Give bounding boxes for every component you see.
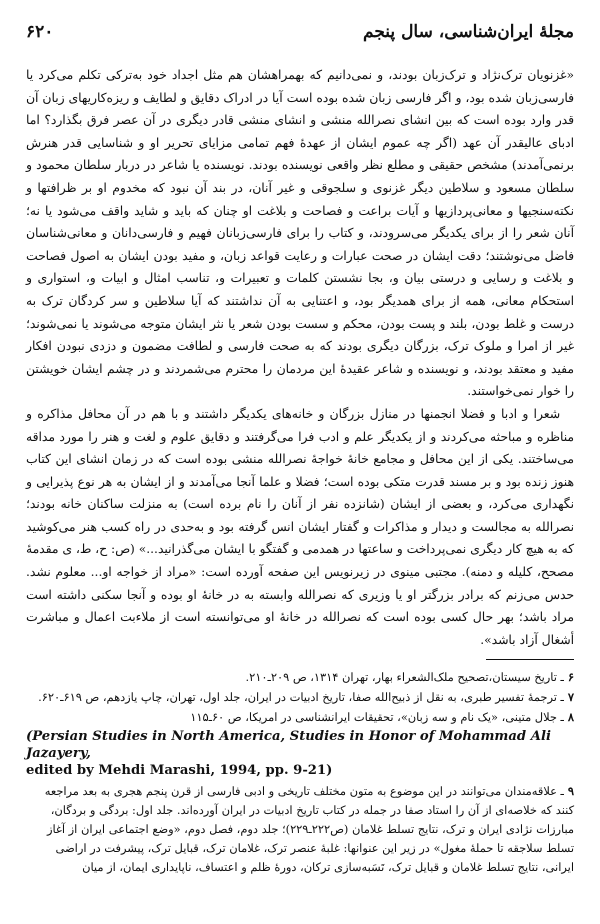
- footnote-number: ۸: [567, 710, 574, 725]
- journal-title: مجلهٔ ایران‌شناسی، سال پنجم: [363, 22, 574, 42]
- footnote-text: ـ تاریخ سیستان،تصحیح ملک‌الشعراء بهار، تهران ۱۳۱۴، ص ۲۰۹ـ۲۱۰.: [245, 670, 564, 685]
- footnote-text: ـ جلال متینی، «یک نام و سه زبان»، تحقیقات ایرانشناسی در امریکا، ص ۶۰ـ۱۱۵: [190, 710, 564, 725]
- english-reference-title: (Persian Studies in North America, Studies in Honor of Mohammad Ali Jazayery,: [26, 729, 551, 762]
- footnote: [26, 668, 574, 687]
- footnote: [26, 782, 574, 877]
- footnote-text: ـ ترجمهٔ تفسیر طبری، به نقل از ذبیح‌الله صفا، تاریخ ادبیات در ایران، جلد اول، تهران، چاپ یازدهم، ص ۶۱۹ـ۶۲۰.: [38, 690, 564, 705]
- paragraph-quote: «غزنویان ترک‌نژاد و ترک‌زبان بودند، و نمی‌دانیم که بهمراهشان هم مثل اجداد خود به‌ترکی تکلم می‌کرد یا فارسی‌زبان شده بود، و اگر فارسی زبان شده بوده است آیا در ادراک دقایق و لطایف و ریزه‌کاریهای زبان آن قدر وارد بوده است که بین انشای نصرالله منشی و انشای منشی قادر دیگری در آن عصر فرق بگذارد؟ اما ادبای عالیقدر آن عهد (اگر چه عموم ایشان از عهدهٔ فهم تمامی مزایای تحریر او و شناسایی قدر هنرش برنمی‌آمدند) مشخص حقیقی و مطلع نظر واقعی نویسنده بودند. نویسنده یا شاعر در دربار سلطان محمود و سلطان مسعود و سلاطین دیگر غزنوی و سلجوقی و غیر آنان، در بند آن نبود که مخدوم او بر ظرافتها و نکته‌سنجیها و معانی‌پردازیها و آیات براعت و فصاحت و بلاغت او چنان که باید و شاید واقف می‌شود یا نه؛ آنان شعر را از برای یکدیگر می‌سرودند، و کتاب را برای فارسی‌زبانان فهیم و فارسی‌دانان و معانی‌شناسان فاضل می‌نوشتند؛ دقت ایشان در صحت عبارات و رعایت قواعد زبان، و مفید بودن ایشان به اصول فصاحت و بلاغت و رسایی و درستی بیان و، بجا نشستن کلمات و تعبیرات و، تناسب امثال و ابیات و، استواری و استحکام معانی، همه از برای همدیگر بود، و اعتنایی به آن نداشتند که آیا سلاطین و سر کردگان ترک به درست و غلط بودن، بلند و پست بودن، محکم و سست بودن شعر یا نثر ایشان متوجه می‌شوند یا نمی‌شوند؛ غیر از امرا و ملوک ترک، بزرگان دیگری بودند که به صحت فارسی و لطافت مضمون و دزدی نبودن افکار مفید و معتقد بودند، و نویسنده و شاعر عقیدهٔ این مردمان را محترم می‌شمردند و در چشم ایشان خویشتن را خوار نمی‌خواستند.: [26, 68, 574, 399]
- paragraph-gatherings: شعرا و ادبا و فضلا انجمنها در منازل بزرگان و خانه‌های یکدیگر داشتند و با هم در آن محافل مذاکره و مناظره و مباحثه می‌کردند و از یکدیگر علم و ادب فرا می‌گرفتند و دقایق علوم و لغت و هنر را مورد مداقه می‌ساختند. یکی از این محافل و مجامع خانهٔ خواجهٔ نصرالله منشی بوده است که در زمان انشای این کتاب هنوز زنده بود و بر مسند قدرت متکی بوده است؛ فضلا و علما آنجا می‌آمدند و از ایشان به هر نوع پذیرایی و نگهداری می‌کرد، و بعضی از ایشان (شانزده نفر از آنان را نام برده است) به منزلت ساکنان خانه بودند؛ نصرالله به مجالست و دیدار و مذاکرات و گفتار ایشان انس گرفته بود و به‌حدی در راه کسب هنر می‌کوشید که به هیچ کار دیگری نمی‌پرداخت و ساعتها در همدمی و گفتگو با ایشان می‌گذرانید...» (ص: ح، ط، ی مقدمهٔ مصحح، کلیله و دمنه). مجتبی مینوی در زیرنویس این صفحه آورده است: «مراد از خواجه او... معلوم نشد. حدس می‌زنم که برادر بزرگتر او یا وزیری که نصرالله وابسته به در خانهٔ او بوده و آنجا سکنی داشته است مراد باشد؛ بهر حال کسی بوده است که نصرالله در خانهٔ او می‌توانسته است از ملاءبت اعمال و مباشرت أشغال آزاد باشد».: [26, 406, 574, 647]
- page-header: [26, 22, 574, 52]
- main-text: [26, 64, 574, 651]
- footnotes: [26, 668, 574, 877]
- footnote-text: ـ علاقه‌مندان می‌توانند در این موضوع به متون مختلف تاریخی و ادبی فارسی از قرن پنجم هجری به بعد مراجعه کنند که خلاصه‌ای از آن را استاد صفا در جمله در کتاب تاریخ ادبیات در ایران آورده‌اند. جلد اول: بردگی و بردگان، مبارزات نژادی ایران و ترک، نتایج تسلط غلامان (ص۲۲۲ـ۲۲۹)؛ جلد دوم، فصل دوم، «وضع اجتماعی ایران از آغاز تسلط سلاجقه تا حملهٔ مغول» در زیر این عنوانها: غلبهٔ عنصر ترک، غلامان ترک، قبایل ترک، پیشرفت در اراضی ایرانی، نتایج تسلط غلامان و قبایل ترک، تَسَبه‌سازی ترکان، دورهٔ ظلم و اعتساف، ناپایداری ایمان، از میان: [44, 784, 574, 875]
- footnote-divider: [486, 659, 574, 660]
- english-reference: [26, 728, 574, 779]
- footnote-number: ۶: [567, 670, 574, 685]
- footnote: [26, 688, 574, 707]
- english-reference-editor: edited by Mehdi Marashi, 1994, pp. 9-21): [26, 763, 333, 779]
- footnote-number: ۷: [567, 690, 574, 705]
- footnote-number: ۹: [567, 784, 574, 799]
- page-number: ۶۲۰: [26, 22, 54, 42]
- footnote: [26, 708, 574, 727]
